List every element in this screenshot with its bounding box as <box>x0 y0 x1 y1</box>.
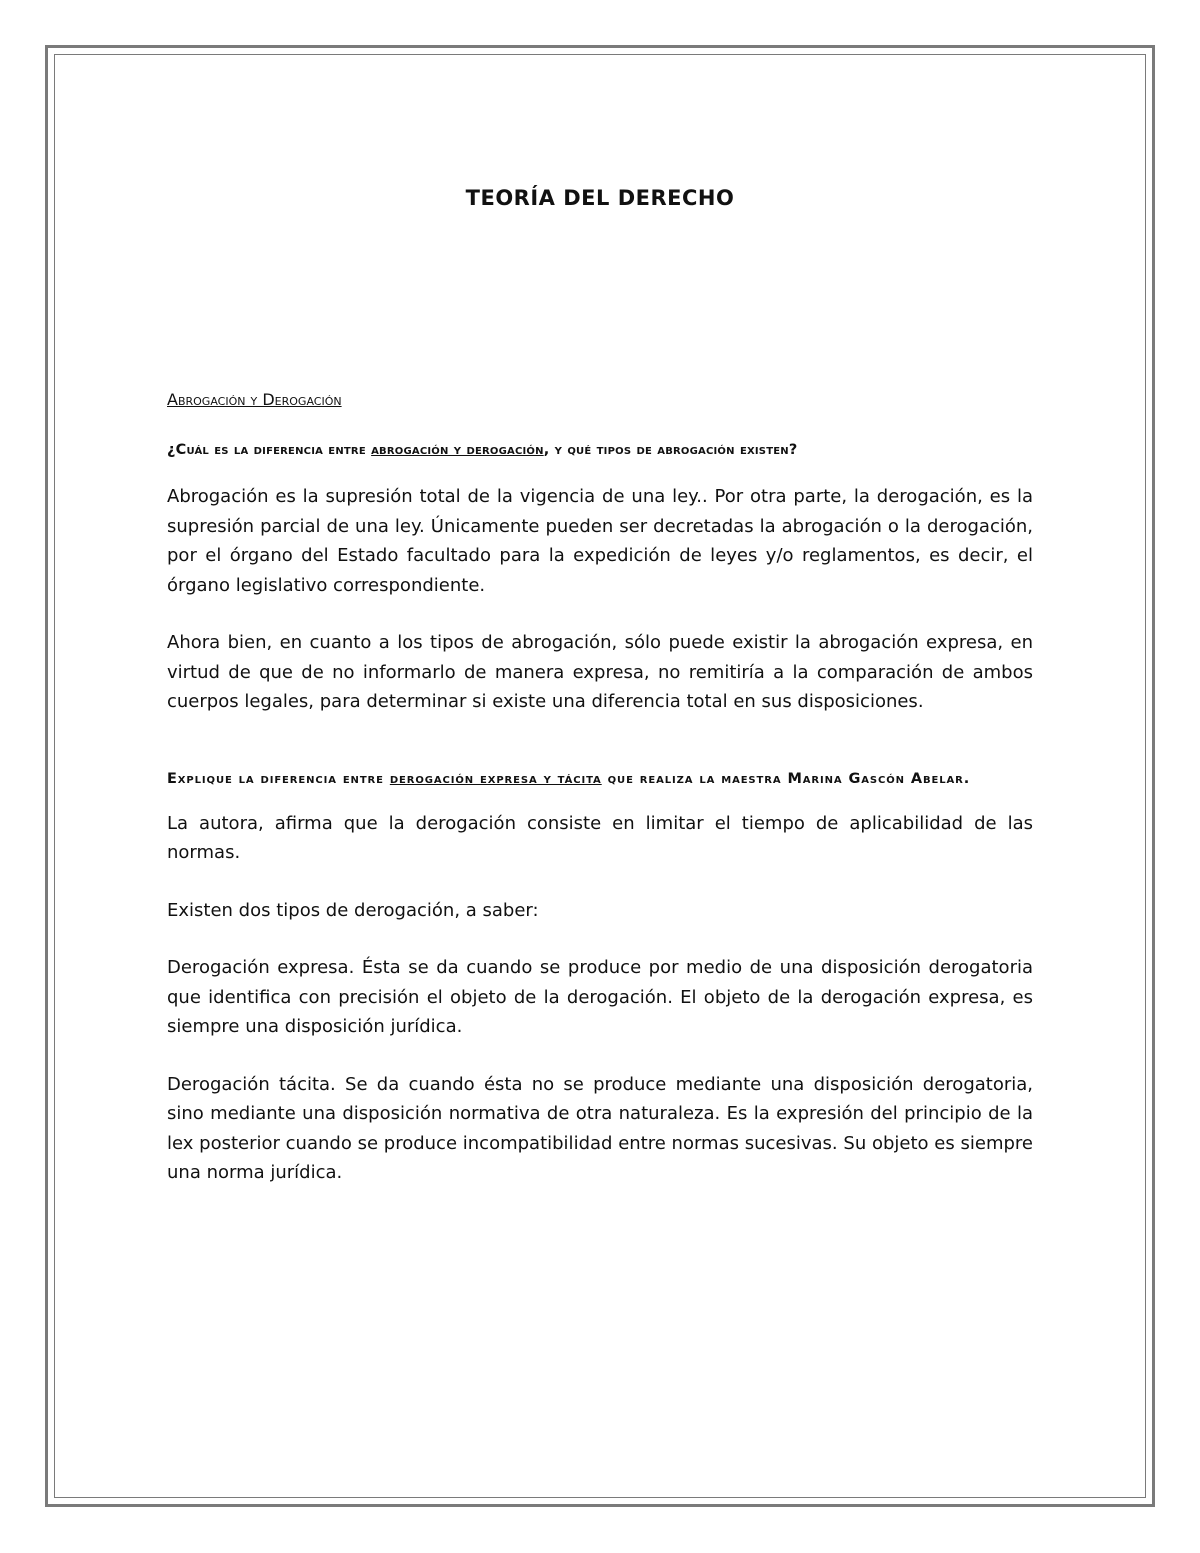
question-2 <box>167 767 1033 791</box>
paragraph-tipos-abrogacion: Ahora bien, en cuanto a los tipos de abrogación, sólo puede existir la abrogación expresa, en virtud de que de no informarlo de manera expresa, no remitiría a la comparación de ambos cuerpos legales, para determinar si existe una diferencia total en sus disposiciones. <box>167 632 1033 712</box>
question-2-suffix: que realiza la maestra Marina Gascón Abelar. <box>601 770 971 787</box>
question-2-underlined: derogación expresa y tácita <box>389 770 602 787</box>
spacer <box>167 745 1033 767</box>
question-1 <box>167 438 1033 462</box>
document-title: TEORÍA DEL DERECHO <box>465 186 735 210</box>
paragraph-derogacion-tacita: Derogación tácita. Se da cuando ésta no se produce mediante una disposición derogatoria, sino mediante una disposición normativa de otra naturaleza. Es la expresión del principio de la lex posterior cuando se produce incompatibilidad entre normas sucesivas. Su objeto es siempre una norma jurídica. <box>167 1073 1033 1183</box>
paragraph-derogacion-expresa: Derogación expresa. Ésta se da cuando se produce por medio de una disposición derogatoria que identifica con precisión el objeto de la derogación. El objeto de la derogación expresa, es siempre una disposición jurídica. <box>167 957 1033 1037</box>
paragraph-abrogacion-definicion: Abrogación es la supresión total de la vigencia de una ley.. Por otra parte, la derogación, es la supresión parcial de una ley. Únicamente pueden ser decretadas la abrogación o la derogación, por el órgano del Estado facultado para la expedición de leyes y/o reglamentos, es decir, el órgano legislativo correspondiente. <box>167 486 1033 596</box>
question-1-suffix: , y qué tipos de abrogación existen? <box>543 442 798 458</box>
question-1-prefix: ¿Cuál es la diferencia entre <box>167 442 372 458</box>
paragraph-autora: La autora, afirma que la derogación consiste en limitar el tiempo de aplicabilidad de las normas. <box>167 812 1033 863</box>
question-2-prefix: Explique la diferencia entre <box>167 770 390 787</box>
paragraph-tipos-derogacion: Existen dos tipos de derogación, a saber: <box>167 899 539 921</box>
question-1-underlined: abrogación y derogación <box>371 442 544 458</box>
document-body <box>167 180 1033 1216</box>
section-heading: Abrogación y Derogación <box>167 390 342 409</box>
